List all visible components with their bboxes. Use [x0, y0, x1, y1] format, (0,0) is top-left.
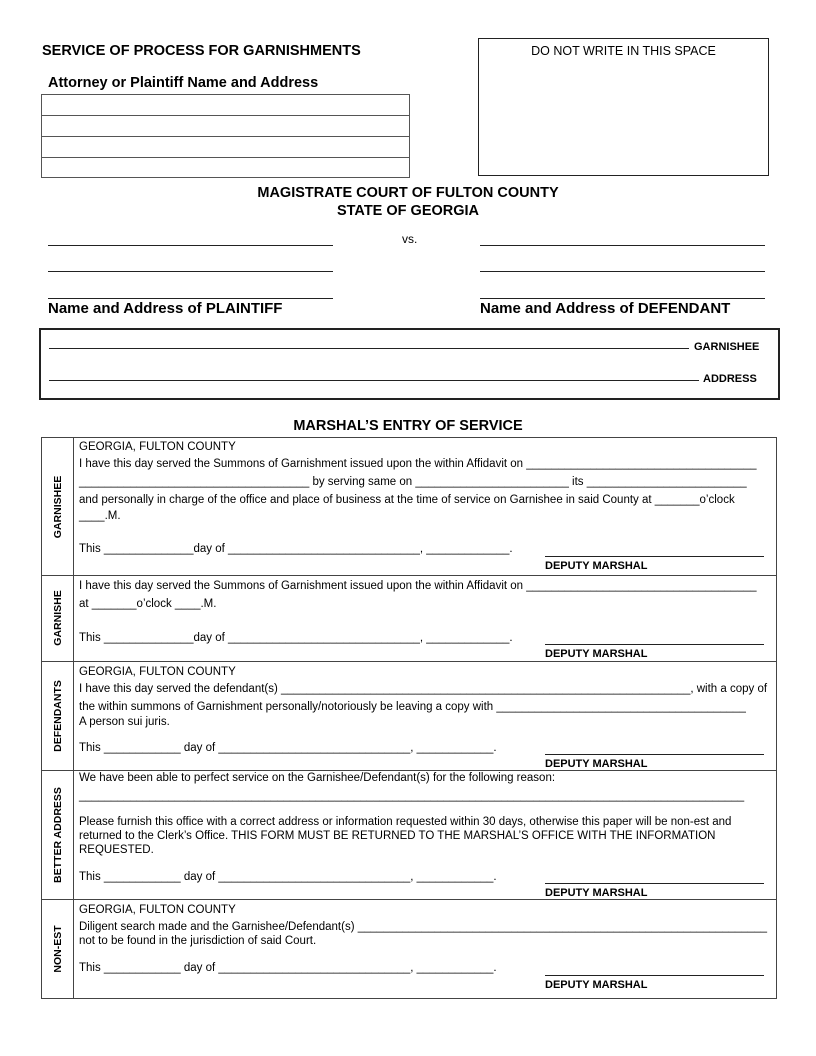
attorney-line-3[interactable]	[42, 137, 409, 158]
instructions-paragraph: Please furnish this office with a correct address or information requested within 30 days, otherwise this paper will be non-est and returned to the Clerk’s Office. THIS FORM MUST BE RETURNED TO THE MARSHAL’S OFFICE WITH THE INFORMATION REQUESTED.	[79, 816, 732, 856]
versus-label: vs.	[402, 232, 418, 246]
row-line: GEORGIA, FULTON COUNTY	[79, 904, 236, 916]
defendant-line-1[interactable]	[480, 245, 765, 246]
row-line[interactable]: I have this day served the Summons of Garnishment issued upon the within Affidavit on ____________________________________	[79, 458, 757, 470]
signature-line[interactable]: DEPUTY MARSHAL	[545, 754, 764, 773]
row-line[interactable]: ____.M.	[79, 510, 121, 522]
do-not-write-box	[478, 38, 769, 176]
court-state: STATE OF GEORGIA	[336, 203, 480, 219]
row-line: We have been able to perfect service on the Garnishee/Defendant(s) for the following reason:	[79, 772, 556, 784]
do-not-write-label: DO NOT WRITE IN THIS SPACE	[531, 44, 716, 58]
row-line: GEORGIA, FULTON COUNTY	[79, 441, 236, 453]
reason-line[interactable]: ________________________________________________________________________________________________________	[79, 790, 745, 802]
plaintiff-line-2[interactable]	[48, 271, 333, 272]
attorney-line-4[interactable]	[42, 157, 409, 177]
date-line[interactable]: This ______________day of ______________________________, _____________.	[79, 632, 513, 644]
row-line[interactable]: the within summons of Garnishment personally/notoriously be leaving a copy with _______________________________________	[79, 701, 746, 713]
row-line: A person sui juris.	[79, 716, 170, 728]
row-line: GEORGIA, FULTON COUNTY	[79, 666, 236, 678]
date-line[interactable]: This ____________ day of ______________________________, ____________.	[79, 742, 497, 754]
marshal-section-title: MARSHAL’S ENTRY OF SERVICE	[293, 418, 523, 434]
service-row-garnishe	[42, 575, 776, 662]
plaintiff-line-3[interactable]	[48, 298, 333, 299]
service-row-defendants	[42, 661, 776, 771]
row-line[interactable]: ____________________________________ by serving same on ________________________ its _________________________	[79, 476, 747, 488]
service-row-better-address	[42, 770, 776, 900]
plaintiff-label: Name and Address of PLAINTIFF	[48, 300, 283, 317]
row-side-label: GARNISHEE	[42, 438, 74, 575]
row-line[interactable]: I have this day served the defendant(s) ________________________________________________________________, with a copy of	[79, 683, 768, 695]
signature-line[interactable]: DEPUTY MARSHAL	[545, 556, 764, 575]
date-line[interactable]: This ____________ day of ______________________________, ____________.	[79, 871, 497, 883]
garnishee-box	[39, 328, 780, 400]
date-line[interactable]: This ______________day of ______________________________, _____________.	[79, 543, 513, 555]
address-label: ADDRESS	[703, 373, 757, 385]
row-line[interactable]: at _______o’clock ____.M.	[79, 598, 217, 610]
plaintiff-line-1[interactable]	[48, 245, 333, 246]
row-side-label: NON-EST	[42, 899, 74, 998]
attorney-line-2[interactable]	[42, 116, 409, 137]
court-name: MAGISTRATE COURT OF FULTON COUNTY	[257, 185, 559, 201]
signature-line[interactable]: DEPUTY MARSHAL	[545, 883, 764, 902]
row-line[interactable]: and personally in charge of the office and place of business at the time of service on Garnishee in said County at _______o’clock	[79, 494, 735, 506]
garnishee-label: GARNISHEE	[694, 341, 760, 353]
signature-line[interactable]: DEPUTY MARSHAL	[545, 644, 764, 663]
row-side-label: BETTER ADDRESS	[42, 770, 74, 899]
defendant-line-2[interactable]	[480, 271, 765, 272]
row-line[interactable]: I have this day served the Summons of Garnishment issued upon the within Affidavit on ____________________________________	[79, 580, 757, 592]
garnishee-name-line[interactable]	[49, 348, 689, 349]
defendant-label: Name and Address of DEFENDANT	[480, 300, 731, 317]
row-line: not to be found in the jurisdiction of said Court.	[79, 935, 317, 947]
attorney-line-1[interactable]	[42, 95, 409, 116]
service-table	[41, 437, 777, 999]
date-line[interactable]: This ____________ day of ______________________________, ____________.	[79, 962, 497, 974]
row-side-label: DEFENDANTS	[42, 661, 74, 770]
garnishee-address-line[interactable]	[49, 380, 699, 381]
attorney-label: Attorney or Plaintiff Name and Address	[48, 75, 319, 91]
signature-line[interactable]: DEPUTY MARSHAL	[545, 975, 764, 994]
service-row-garnishee	[42, 438, 776, 576]
defendant-line-3[interactable]	[480, 298, 765, 299]
attorney-address-box[interactable]	[41, 94, 410, 178]
row-line[interactable]: Diligent search made and the Garnishee/Defendant(s) ________________________________________________________________	[79, 921, 768, 933]
service-row-non-est	[42, 899, 776, 998]
row-side-label: GARNISHE	[42, 575, 74, 661]
form-title: SERVICE OF PROCESS FOR GARNISHMENTS	[42, 43, 361, 59]
